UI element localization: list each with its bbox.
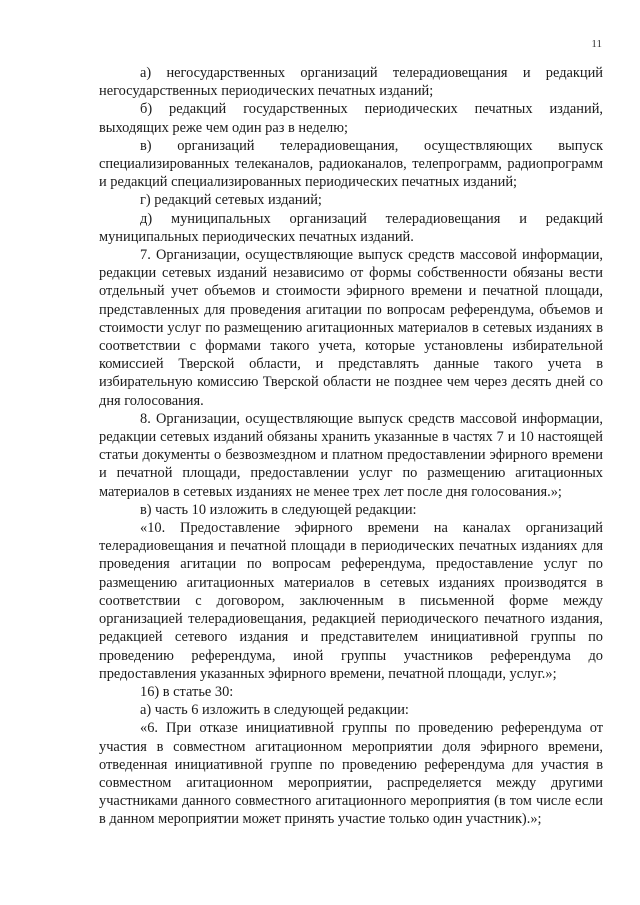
paragraph-16-article-30: 16) в статье 30: — [140, 683, 234, 700]
paragraph-10-contract: «10. Предоставление эфирного времени на каналах организаций телерадиовещания и печатной площади в периодических печатных изданиях для проведения агитации по вопросам референдума, предоставление услуг по размещению агитационных материалов в сетевых изданиях производятся в соответствии с договором, заключенным в письменной форме между организацией телерадиовещания, редакцией периодического печатного издания, редакцией сетевого издания и представителем инициативной группы по проведению референдума, иной группы участников референдума до предоставления указанных эфирного времени, печатной площади, услуг.»; — [99, 520, 603, 682]
paragraph-g-network-editions: г) редакций сетевых изданий; — [140, 192, 322, 209]
paragraph-a-nongovernmental: а) негосударственных организаций телерадиовещания и редакций негосударственных периодических печатных изданий; — [99, 65, 603, 100]
document-body — [99, 64, 603, 829]
paragraph-7-accounting: 7. Организации, осуществляющие выпуск средств массовой информации, редакции сетевых изданий независимо от формы собственности обязаны вести отдельный учет объемов и стоимости эфирного времени и печатной площади, представленных для проведения агитации по вопросам референдума, объемов и стоимости услуг по размещению агитационных материалов в сетевых изданиях в соответствии с формами такого учета, которые установлены избирательной комиссией Тверской области, и представлять данные такого учета в избирательную комиссию Тверской области не позднее чем через десять дней со дня голосования. — [99, 247, 603, 409]
page-number: 11 — [591, 38, 602, 50]
paragraph-v-specialized: в) организаций телерадиовещания, осуществляющих выпуск специализированных телеканалов, радиоканалов, телепрограмм, радиопрограмм и редакций специализированных периодических печатных изданий; — [99, 137, 603, 191]
paragraph-part-6-intro: а) часть 6 изложить в следующей редакции: — [140, 702, 409, 719]
paragraph-b-state-periodicals: б) редакций государственных периодических печатных изданий, выходящих реже чем один раз в неделю; — [99, 101, 603, 136]
paragraph-8-storage: 8. Организации, осуществляющие выпуск средств массовой информации, редакции сетевых изданий обязаны хранить указанные в частях 7 и 10 настоящей статьи документы о безвозмездном и платном предоставлении эфирного времени и печатной площади, предоставлении услуг по размещению агитационных материалов в сетевых изданиях не менее трех лет после дня голосования.»; — [99, 410, 603, 500]
paragraph-part-10-intro: в) часть 10 изложить в следующей редакции: — [140, 501, 417, 518]
paragraph-6-refusal: «6. При отказе инициативной группы по проведению референдума от участия в совместном агитационном мероприятии доля эфирного времени, отведенная инициативной группе по проведению референдума для участия в совместном агитационном мероприятии, распределяется между другими участниками данного совместного агитационного мероприятия (в том числе если в данном мероприятии может принять участие только один участник).»; — [99, 720, 603, 828]
paragraph-d-municipal: д) муниципальных организаций телерадиовещания и редакций муниципальных периодических печатных изданий. — [99, 210, 603, 245]
